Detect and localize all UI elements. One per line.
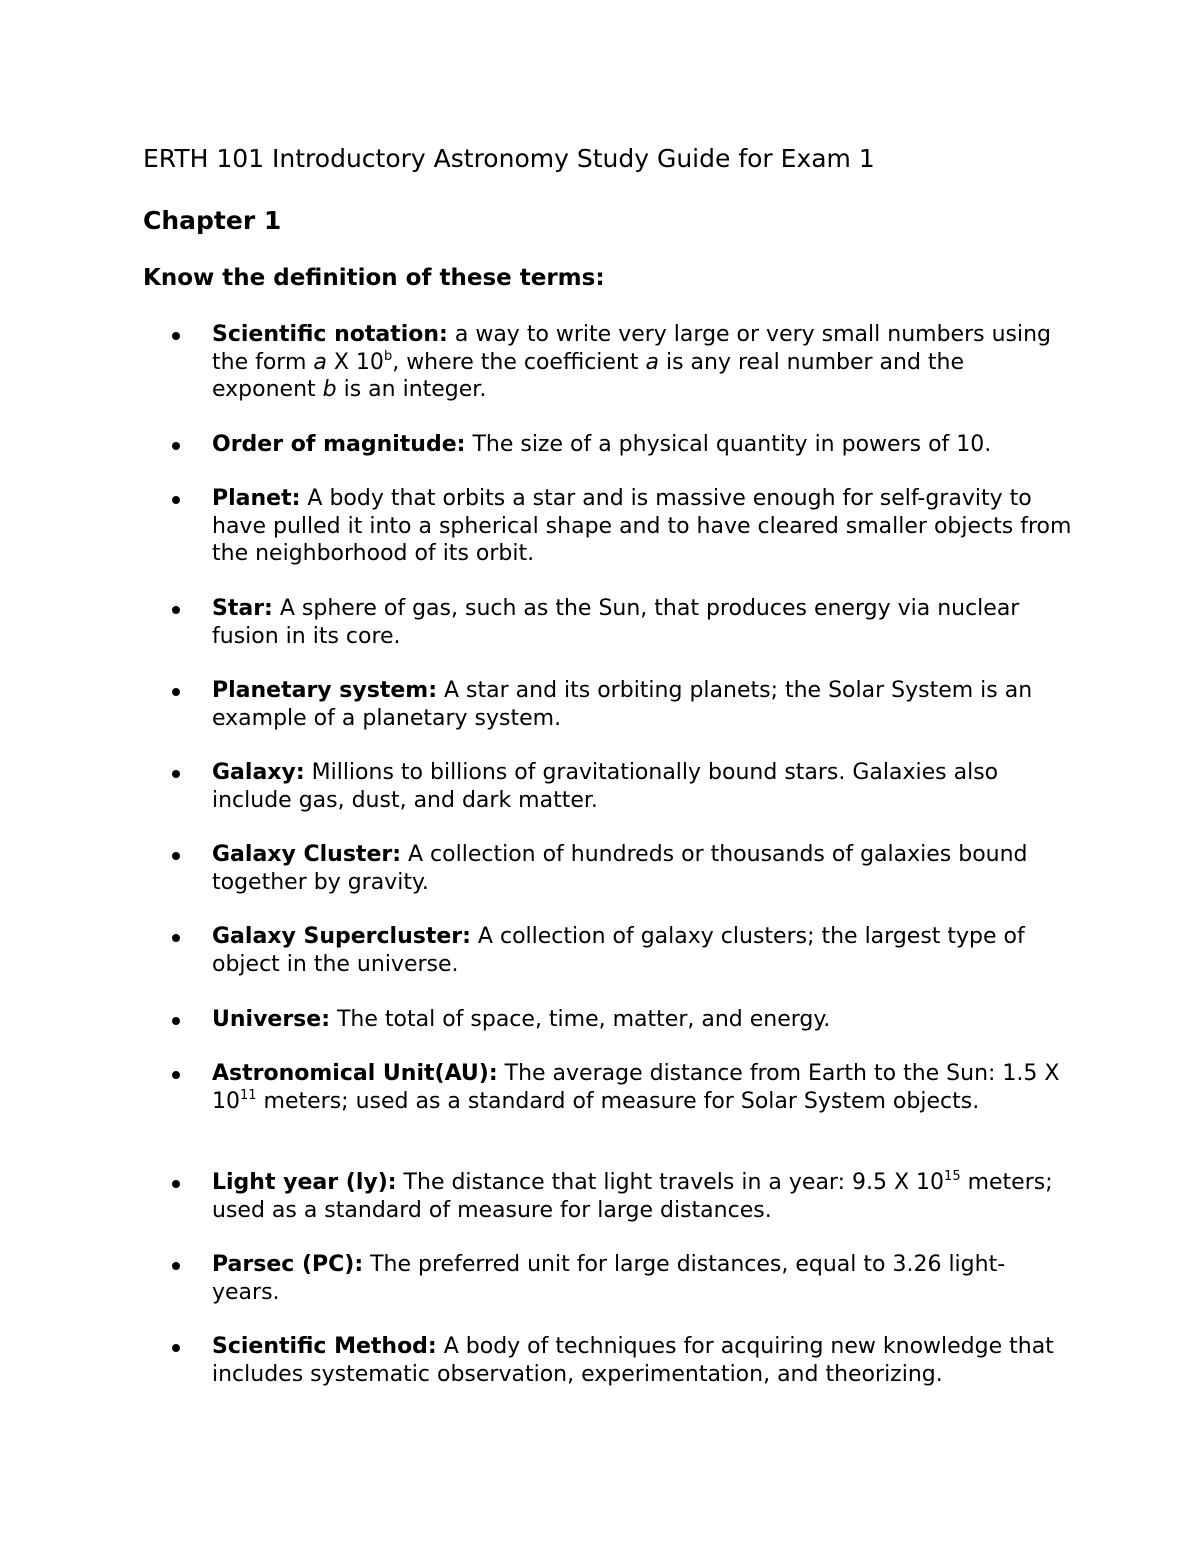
bullet-icon: [172, 688, 180, 696]
term-definition: The distance that light travels in a year: 9.5 X 10: [396, 1170, 945, 1195]
term-planetary-system: [212, 677, 1072, 732]
term-label: Galaxy Cluster:: [212, 842, 402, 867]
term-definition: a way to write very large or very small numbers using the form: [212, 322, 1052, 375]
bullet-icon: [172, 496, 180, 504]
term-definition: is any real number and the exponent: [212, 349, 965, 402]
chapter-heading: Chapter 1: [143, 206, 282, 235]
term-superscript: b: [383, 348, 393, 364]
bullet-icon: [172, 770, 180, 778]
bullet-icon: [172, 1180, 180, 1188]
term-label: Planetary system:: [212, 678, 437, 703]
term-scientific-method: [212, 1333, 1072, 1388]
term-label: Scientific notation:: [212, 322, 448, 347]
document-title: ERTH 101 Introductory Astronomy Study Guide for Exam 1: [143, 144, 875, 173]
term-label: Universe:: [212, 1007, 330, 1032]
bullet-icon: [172, 852, 180, 860]
bullet-icon: [172, 1262, 180, 1270]
term-definition: meters; used as a standard of measure for Solar System objects.: [256, 1088, 980, 1114]
bullet-icon: [172, 1017, 180, 1025]
term-definition: A body that orbits a star and is massive enough for self-gravity to have pulled it into a spherical shape and to have cleared smaller objects from the neighborhood of its orbit.: [212, 486, 1072, 566]
term-label: Planet:: [212, 486, 301, 511]
term-label: Scientific Method:: [212, 1334, 437, 1359]
term-definition: X 10: [326, 349, 384, 375]
term-definition: A collection of hundreds or thousands of galaxies bound together by gravity.: [212, 842, 1028, 895]
bullet-icon: [172, 1344, 180, 1352]
term-variable: a: [645, 349, 659, 375]
term-definition: A body of techniques for acquiring new knowledge that includes systematic observation, experimentation, and theorizing.: [212, 1334, 1054, 1387]
term-variable: b: [322, 377, 337, 402]
term-definition: A collection of galaxy clusters; the largest type of object in the universe.: [212, 924, 1025, 977]
section-heading: Know the definition of these terms:: [143, 265, 605, 291]
bullet-icon: [172, 442, 180, 450]
term-label: Order of magnitude:: [212, 432, 466, 457]
term-label: Astronomical Unit(AU):: [212, 1061, 498, 1086]
term-label: Parsec (PC):: [212, 1252, 364, 1277]
term-variable: a: [313, 349, 327, 375]
term-definition: The average distance from Earth to the Sun: 1.5 X 10: [212, 1061, 1060, 1114]
term-label: Galaxy Supercluster:: [212, 924, 471, 949]
term-label: Light year (ly):: [212, 1170, 397, 1195]
bullet-icon: [172, 1071, 180, 1079]
term-definition: The total of space, time, matter, and energy.: [330, 1007, 831, 1032]
term-label: Galaxy:: [212, 760, 305, 785]
term-parsec: [212, 1251, 1072, 1306]
term-universe: [212, 1006, 1072, 1034]
bullet-icon: [172, 606, 180, 614]
term-definition: Millions to billions of gravitationally bound stars. Galaxies also include gas, dust, and dark matter.: [212, 760, 999, 813]
bullet-icon: [172, 934, 180, 942]
term-astronomical-unit: [212, 1060, 1072, 1115]
term-galaxy-cluster: [212, 841, 1072, 896]
term-superscript: 11: [240, 1087, 257, 1103]
term-label: Star:: [212, 596, 273, 621]
term-order-of-magnitude: [212, 431, 1072, 459]
term-definition: is an integer.: [336, 377, 487, 402]
term-superscript: 15: [944, 1169, 961, 1184]
bullet-icon: [172, 332, 180, 340]
term-definition: The preferred unit for large distances, equal to 3.26 light-years.: [212, 1252, 1006, 1305]
term-star: [212, 595, 1072, 650]
term-galaxy: [212, 759, 1072, 814]
term-definition: The size of a physical quantity in powers of 10.: [465, 432, 992, 457]
term-definition: meters; used as a standard of measure for large distances.: [212, 1170, 1053, 1223]
term-galaxy-supercluster: [212, 923, 1072, 978]
term-definition: A sphere of gas, such as the Sun, that produces energy via nuclear fusion in its core.: [212, 596, 1020, 649]
term-definition: , where the coefficient: [392, 349, 646, 375]
term-light-year: [212, 1169, 1072, 1224]
term-planet: [212, 485, 1072, 568]
term-definition: A star and its orbiting planets; the Solar System is an example of a planetary system.: [212, 678, 1033, 731]
term-scientific-notation: [212, 321, 1072, 404]
